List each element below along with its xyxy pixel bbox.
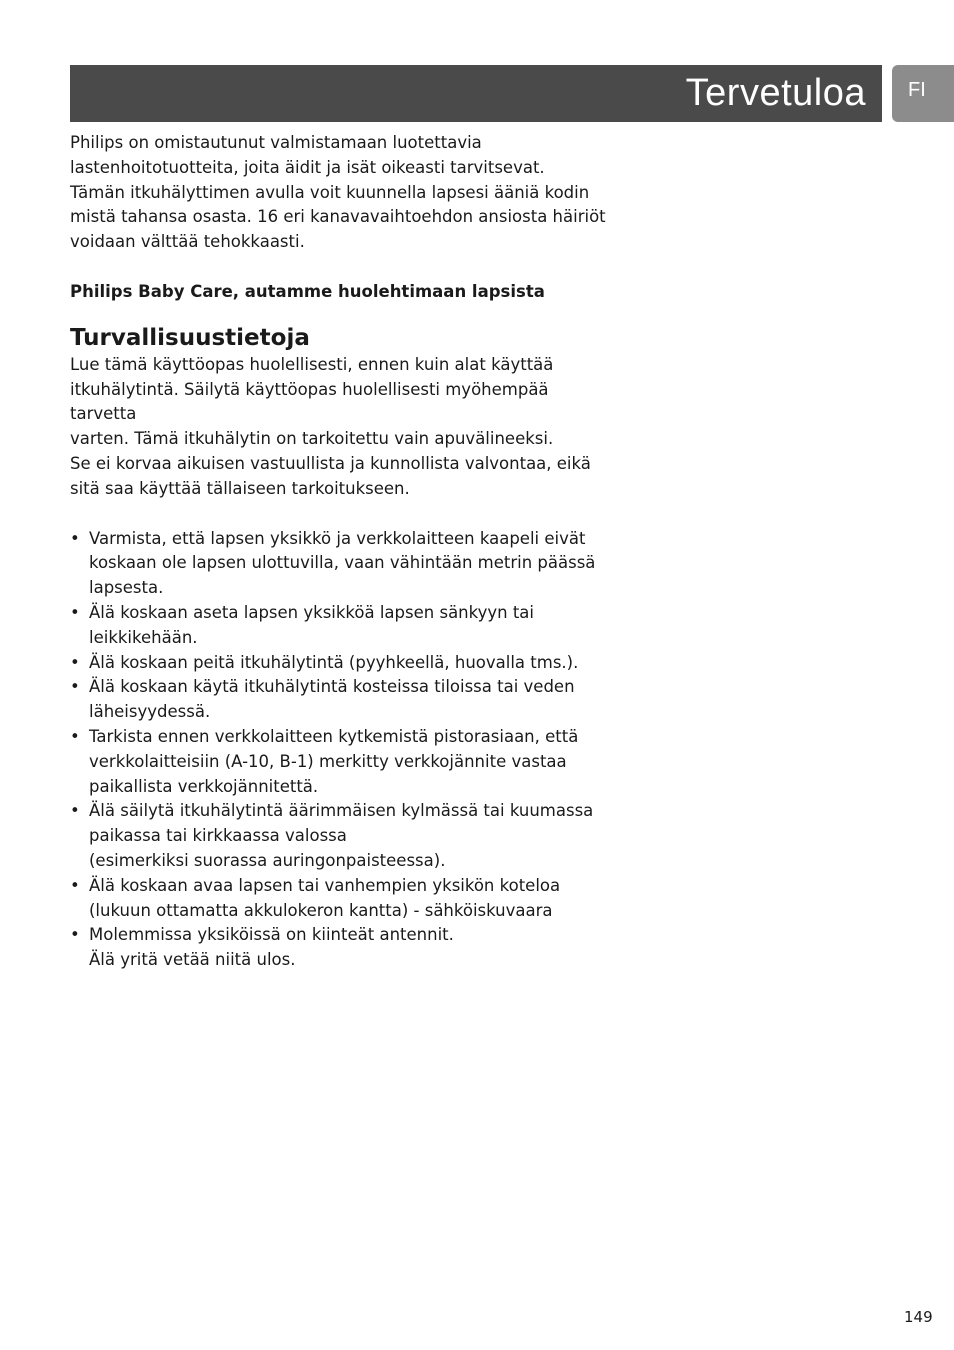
safety-paragraph: Lue tämä käyttöopas huolellisesti, ennen kuin alat käyttää itkuhälytintä. Säilytä käyttöopas huolellisesti myöhempää tarvetta varten. Tämä itkuhälytin on tarkoitettu vain apuvälineeksi. Se ei korvaa aikuisen vastuullista ja kunnollista valvontaa, eikä sitä saa käyttää tällaiseen tarkoitukseen.	[70, 354, 591, 498]
list-item-text: Älä koskaan aseta lapsen yksikköä lapsen sänkyyn tai leikkikehään.	[89, 602, 535, 647]
language-tab	[892, 65, 954, 122]
list-item-text: Älä koskaan käytä itkuhälytintä kosteissa tiloissa tai veden läheisyydessä.	[89, 677, 575, 722]
bullet-icon: •	[70, 602, 80, 622]
bullet-icon: •	[70, 925, 80, 945]
page-title: Tervetuloa	[685, 72, 866, 114]
list-item-text: Varmista, että lapsen yksikkö ja verkkolaitteen kaapeli eivät koskaan ole lapsen ulottuvilla, vaan vähintään metrin päässä lapsesta.	[89, 528, 596, 598]
list-item	[70, 651, 615, 676]
bullet-icon: •	[70, 875, 80, 895]
list-item	[70, 799, 615, 873]
list-item	[70, 874, 615, 924]
bullet-icon: •	[70, 801, 80, 821]
list-item	[70, 675, 615, 725]
bullet-icon: •	[70, 528, 80, 548]
bullet-icon: •	[70, 726, 80, 746]
list-item-text: Molemmissa yksiköissä on kiinteät antennit. Älä yritä vetää niitä ulos.	[89, 925, 454, 970]
language-tab-label: FI	[908, 79, 926, 101]
list-item	[70, 725, 615, 799]
section-title-bar	[70, 65, 882, 122]
list-item-text: Älä koskaan peitä itkuhälytintä (pyyhkeellä, huovalla tms.).	[89, 652, 579, 672]
list-item-text: Älä säilytä itkuhälytintä äärimmäisen kylmässä tai kuumassa paikassa tai kirkkaassa valossa (esimerkiksi suorassa auringonpaisteessa).	[89, 801, 594, 870]
list-item	[70, 527, 615, 601]
page-number: 149	[904, 1308, 933, 1326]
safety-bullet-list	[70, 527, 615, 973]
bullet-icon: •	[70, 677, 80, 697]
intro-paragraph: Philips on omistautunut valmistamaan luotettavia lastenhoitotuotteita, joita äidit ja isät oikeasti tarvitsevat. Tämän itkuhälyttimen avulla voit kuunnella lapsesi ääniä kodin mistä tahansa osasta. 16 eri kanavavaihtoehdon ansiosta häiriöt voidaan välttää tehokkaasti.	[70, 133, 606, 252]
list-item-text: Tarkista ennen verkkolaitteen kytkemistä pistorasiaan, että verkkolaitteisiin (A-10, B-1) merkitty verkkojännite vastaa paikallista verkkojännitettä.	[89, 726, 579, 796]
list-item	[70, 601, 615, 651]
list-item-text: Älä koskaan avaa lapsen tai vanhempien yksikön koteloa (lukuun ottamatta akkulokeron kantta) - sähköiskuvaara	[89, 875, 561, 920]
bullet-icon: •	[70, 652, 80, 672]
main-content	[70, 131, 615, 973]
list-item	[70, 923, 615, 973]
safety-heading: Turvallisuustietoja	[70, 324, 310, 351]
intro-tagline: Philips Baby Care, autamme huolehtimaan lapsista	[70, 281, 545, 301]
